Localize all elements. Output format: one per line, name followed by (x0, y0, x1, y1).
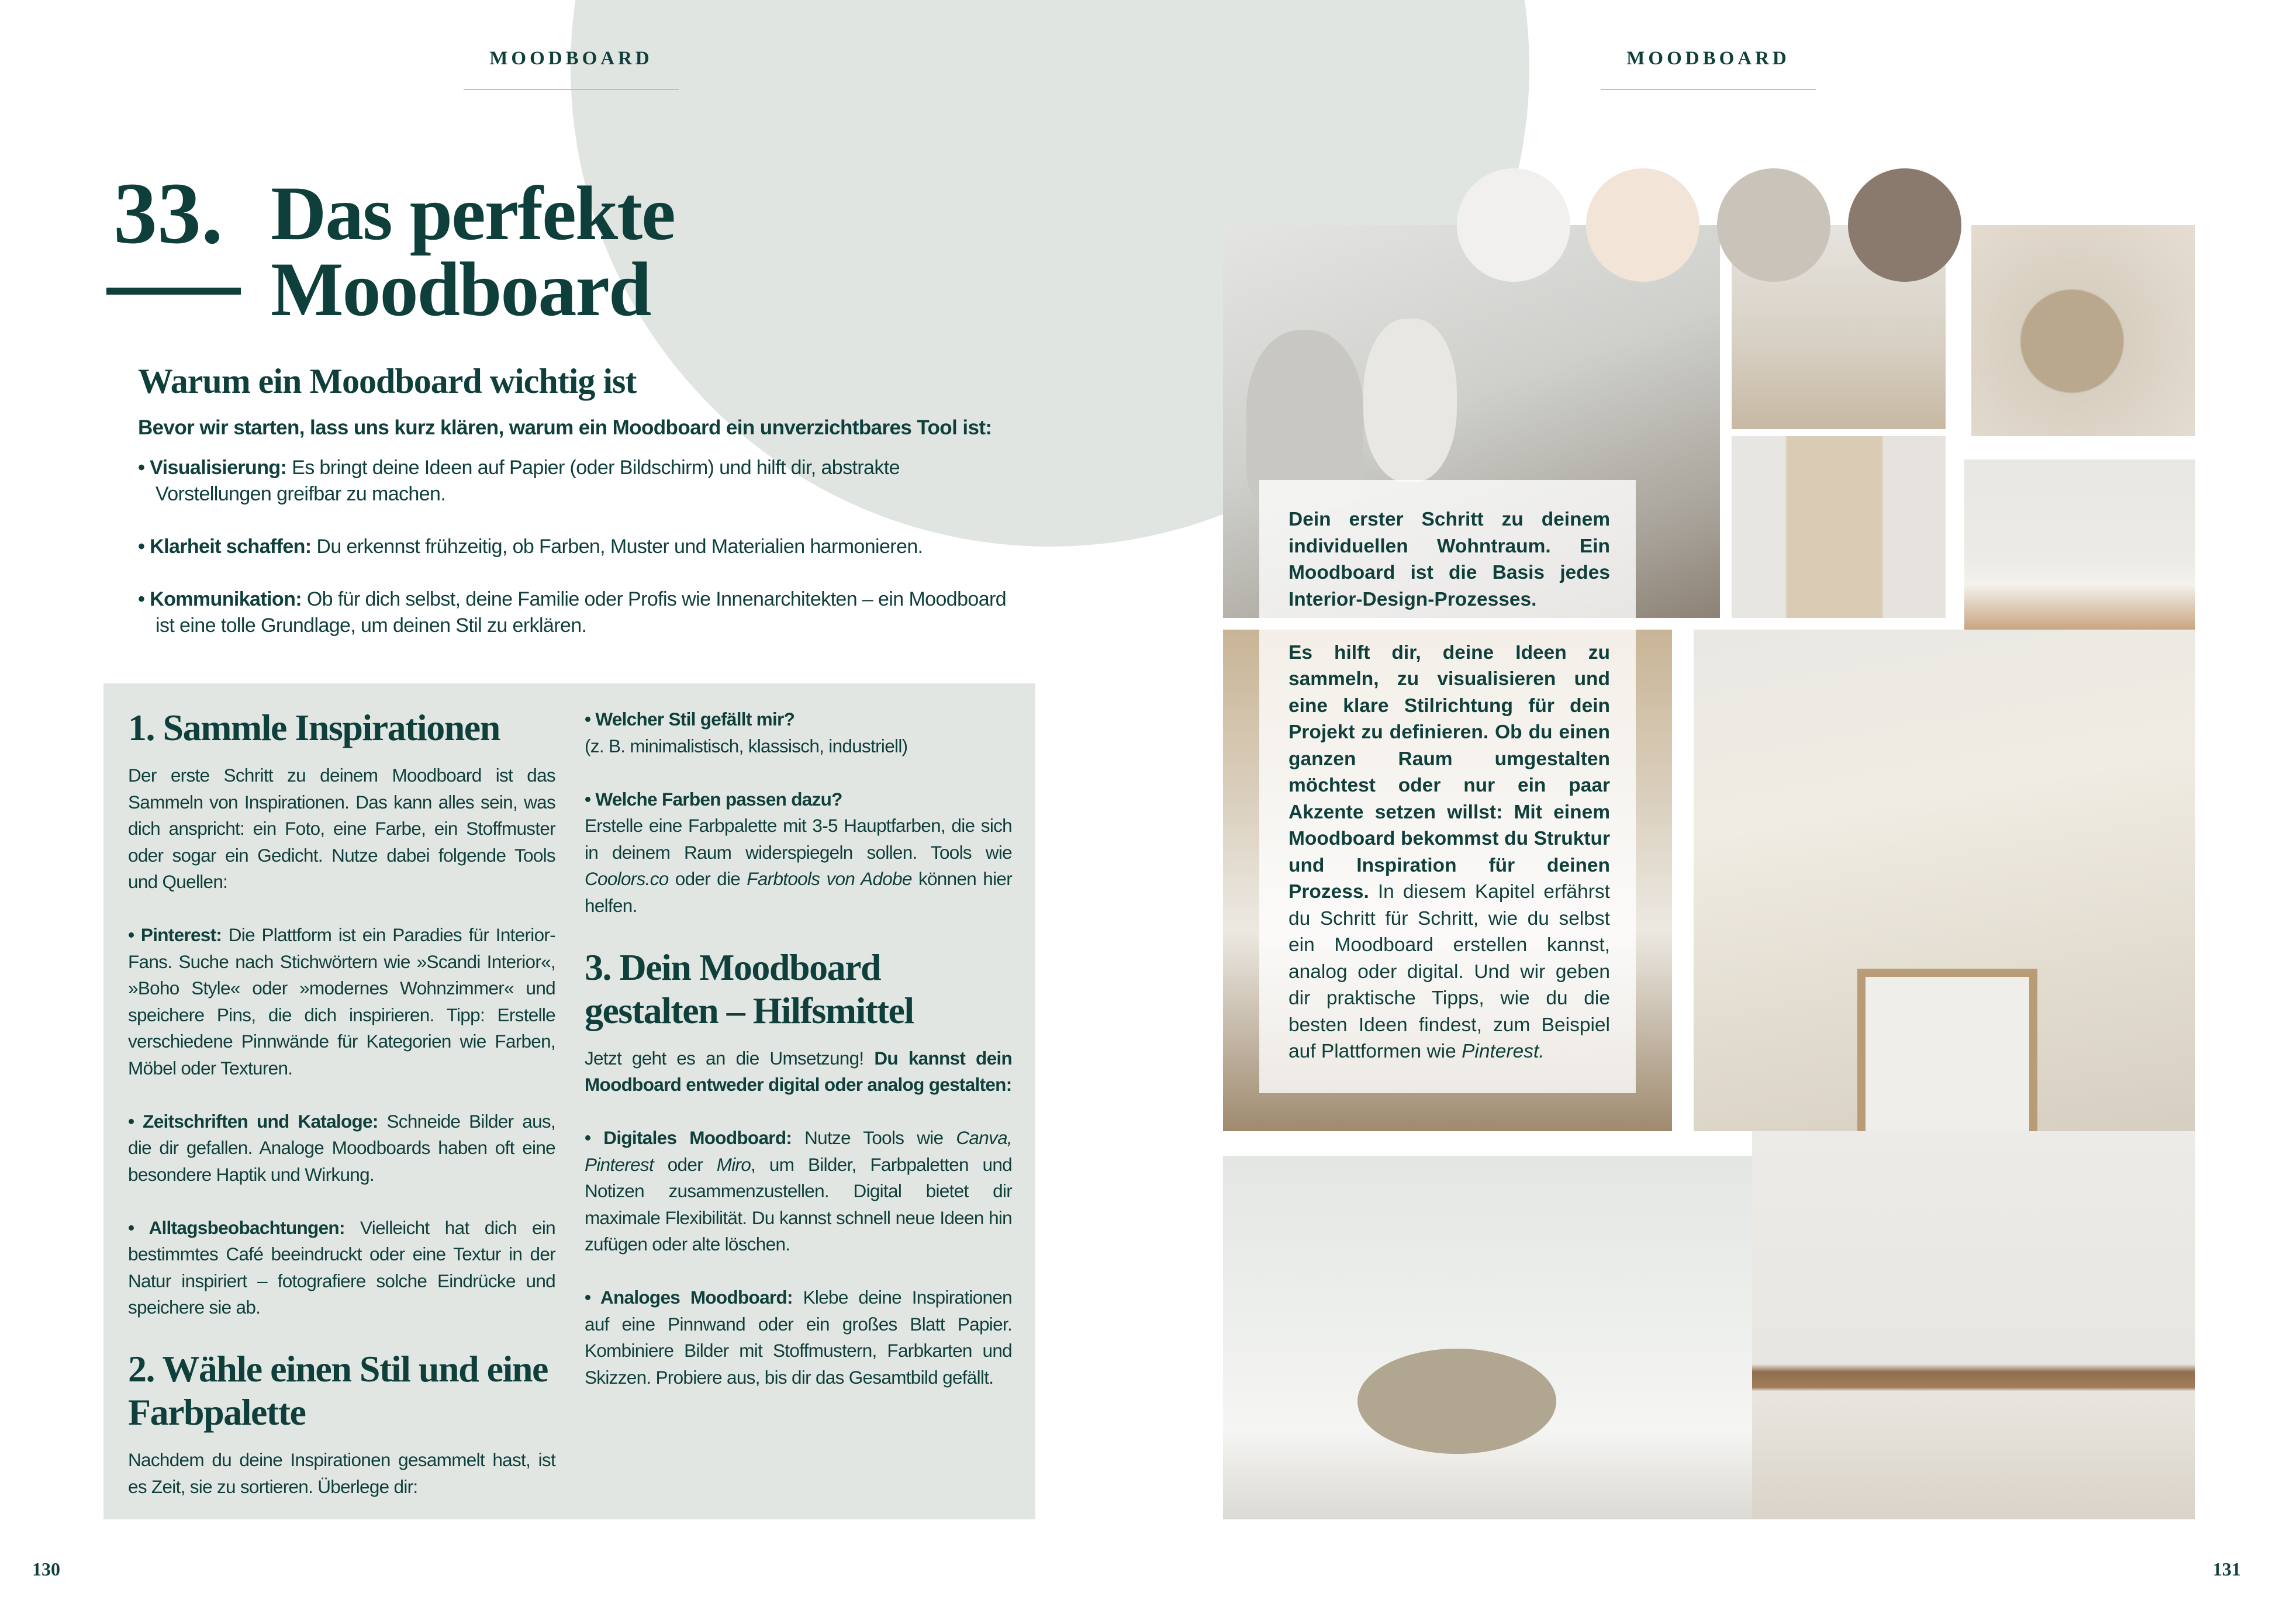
question-text: (z. B. minimalistisch, klassisch, industriell) (585, 735, 908, 756)
paragraph (1288, 506, 1610, 613)
subheading: Warum ein Moodboard wichtig ist (138, 362, 637, 400)
bullet-label: • Alltagsbeobachtungen: (128, 1217, 345, 1238)
chapter-title-line1: Das perfekte (271, 170, 675, 256)
tool-name: Farbtools von Adobe (747, 868, 912, 889)
bullet-text: Klebe deine Inspirationen auf eine Pinnwand oder ein großes Blatt Papier. Kombiniere Bilder mit Stoffmustern, Farbkarten und Skizzen. Probiere aus, bis dir das Gesamtbild gefällt. (585, 1287, 1012, 1388)
paragraph (585, 1045, 1012, 1098)
bullet-label: • Pinterest: (128, 924, 222, 945)
color-swatch-1 (1457, 168, 1570, 282)
bullet-label: • Klarheit schaffen: (138, 535, 312, 558)
color-swatch-4 (1848, 168, 1961, 282)
bullet-text: Ob für dich selbst, deine Familie oder Profis wie Innenarchitekten – ein Moodboard ist eine tolle Grundlage, um deinen Stil zu erklären. (156, 588, 1007, 637)
list-item (138, 455, 1015, 507)
list-item (138, 586, 1015, 639)
question-label: • Welcher Stil gefällt mir? (585, 709, 795, 730)
bullet-label: • Visualisierung: (138, 457, 287, 479)
page-number-right: 131 (2213, 1559, 2241, 1580)
paragraph-text: Jetzt geht es an die Umsetzung! (585, 1047, 875, 1069)
bullet-text: Die Plattform ist ein Paradies für Interior-Fans. Suche nach Stichwörtern wie »Scandi Interior«, »Boho Style« oder »modernes Wohnzimmer« und speichere Pins, die dich inspirieren. Tipp: Erstelle verschiedene Pinnwände für Kategorien wie Farben, Möbel oder Texturen. (128, 924, 555, 1079)
bullet-label: • Kommunikation: (138, 588, 302, 610)
reasons-list (138, 455, 1015, 665)
bullet-text: Schneide Bilder aus, die dir gefallen. Analoge Moodboards haben oft eine besondere Haptik und Wirkung. (128, 1110, 555, 1185)
paragraph: Der erste Schritt zu deinem Moodboard ist das Sammeln von Inspirationen. Das kann alles sein, was dich anspricht: ein Foto, eine Farbe, ein Stoffmuster oder sogar ein Gedicht. Nutze dabei folgende Tools und Quellen: (128, 765, 555, 892)
running-head-right: MOODBOARD (1626, 48, 1790, 69)
bullet-text: Es bringt deine Ideen auf Papier (oder Bildschirm) und hilft dir, abstrakte Vorstellungen greifbar zu machen. (156, 457, 900, 505)
color-swatch-2 (1586, 168, 1699, 282)
paragraph-bold: Dein erster Schritt zu deinem individuellen Wohntraum. Ein Moodboard ist die Basis jedes Interior-Design-Prozesses. (1288, 509, 1610, 610)
photo-textile (1732, 436, 1946, 618)
platform-name: Pinterest. (1462, 1041, 1545, 1062)
question (585, 786, 1012, 920)
bullet-text: Du erkennst frühzeitig, ob Farben, Muster und Materialien harmonieren. (311, 535, 923, 558)
picture-frame (1857, 969, 2037, 1131)
page-number-left: 130 (32, 1559, 60, 1580)
paragraph: Nachdem du deine Inspirationen gesammelt hast, ist es Zeit, sie zu sortieren. Überlege dir: (128, 1449, 555, 1497)
question (585, 706, 1012, 759)
paragraph-bold: Du kannst dein Moodboard entweder digital oder analog gestalten: (585, 1047, 1012, 1095)
vase-shape (1246, 330, 1363, 506)
bullet-text: oder (654, 1153, 717, 1175)
question-label: • Welche Farben passen dazu? (585, 788, 842, 810)
bullet-text: Nutze Tools wie (792, 1127, 956, 1148)
steps-column-2 (585, 702, 1012, 1418)
bullet-label: • Digitales Moodboard: (585, 1127, 792, 1148)
section-heading: 3. Dein Moodboard gestalten – Hilfsmittel (585, 946, 914, 1031)
chapter-number: 33. (113, 165, 223, 262)
photo-bedroom-cushions (1223, 1156, 1752, 1519)
bullet-text: Vielleicht hat dich ein bestimmtes Café beeindruckt oder eine Textur in der Natur inspiriert – fotografiere solche Eindrücke und speichere sie ab. (128, 1217, 555, 1318)
question-text: Erstelle eine Farbpalette mit 3-5 Hauptfarben, die sich in deinem Raum widerspiegeln sollen. Tools wie (585, 815, 1012, 863)
steps-column-1 (128, 702, 555, 1527)
paragraph-text: In diesem Kapitel erfährst du Schritt für Schritt, wie du selbst ein Moodboard erstellen kannst, analog oder digital. Und wir geben dir praktische Tipps, wie du die besten Ideen findest, zum Beispiel auf Plattformen wie (1288, 881, 1610, 1062)
cushion-shape (1357, 1349, 1556, 1454)
bullet-label: • Analoges Moodboard: (585, 1287, 793, 1308)
running-head-rule-left (464, 89, 679, 90)
list-item (128, 922, 555, 1081)
photo-linen-pillows (1694, 630, 2195, 1131)
paragraph (1288, 640, 1610, 1065)
section-heading: 1. Sammle Inspirationen (128, 707, 500, 748)
tool-name: Canva, Pinterest (585, 1127, 1012, 1175)
list-item (585, 1284, 1012, 1391)
bullet-label: • Zeitschriften und Kataloge: (128, 1110, 378, 1132)
running-head-rule-right (1601, 89, 1816, 90)
chapter-number-rule (106, 288, 241, 295)
photo-woven-basket (1971, 225, 2195, 436)
tool-name: Miro (716, 1153, 751, 1175)
intro-overlay-text (1288, 506, 1610, 1091)
list-item (128, 1108, 555, 1188)
tool-name: Coolors.co (585, 868, 669, 889)
chapter-title (271, 170, 675, 332)
chapter-title-line2: Moodboard (271, 246, 651, 332)
vase-shape (1363, 319, 1457, 482)
question-text: können hier helfen. (585, 868, 1012, 916)
list-item (585, 1125, 1012, 1258)
list-item (128, 1215, 555, 1321)
intro-text: Bevor wir starten, lass uns kurz klären, warum ein Moodboard ein unverzichtbares Tool ist: (138, 416, 992, 439)
photo-console-vase (1752, 1131, 2195, 1519)
running-head-left: MOODBOARD (489, 48, 653, 69)
question-text: oder die (668, 868, 747, 889)
color-swatch-3 (1717, 168, 1830, 282)
bullet-text: , um Bilder, Farbpaletten und Notizen zusammenzustellen. Digital bietet dir maximale Flexibilität. Du kannst schnell neue Ideen hin zufügen oder alte löschen. (585, 1153, 1012, 1255)
list-item (138, 534, 1015, 560)
section-heading: 2. Wähle einen Stil und eine Farbpalette (128, 1348, 548, 1433)
paragraph-bold: Es hilft dir, deine Ideen zu sammeln, zu visualisieren und eine klare Stilrichtung für dein Projekt zu definieren. Ob du einen ganzen Raum umgestalten möchtest oder nur ein paar Akzente setzen willst: Mit einem Moodboard bekommst du Struktur und Inspiration für deinen Prozess. (1288, 641, 1610, 903)
